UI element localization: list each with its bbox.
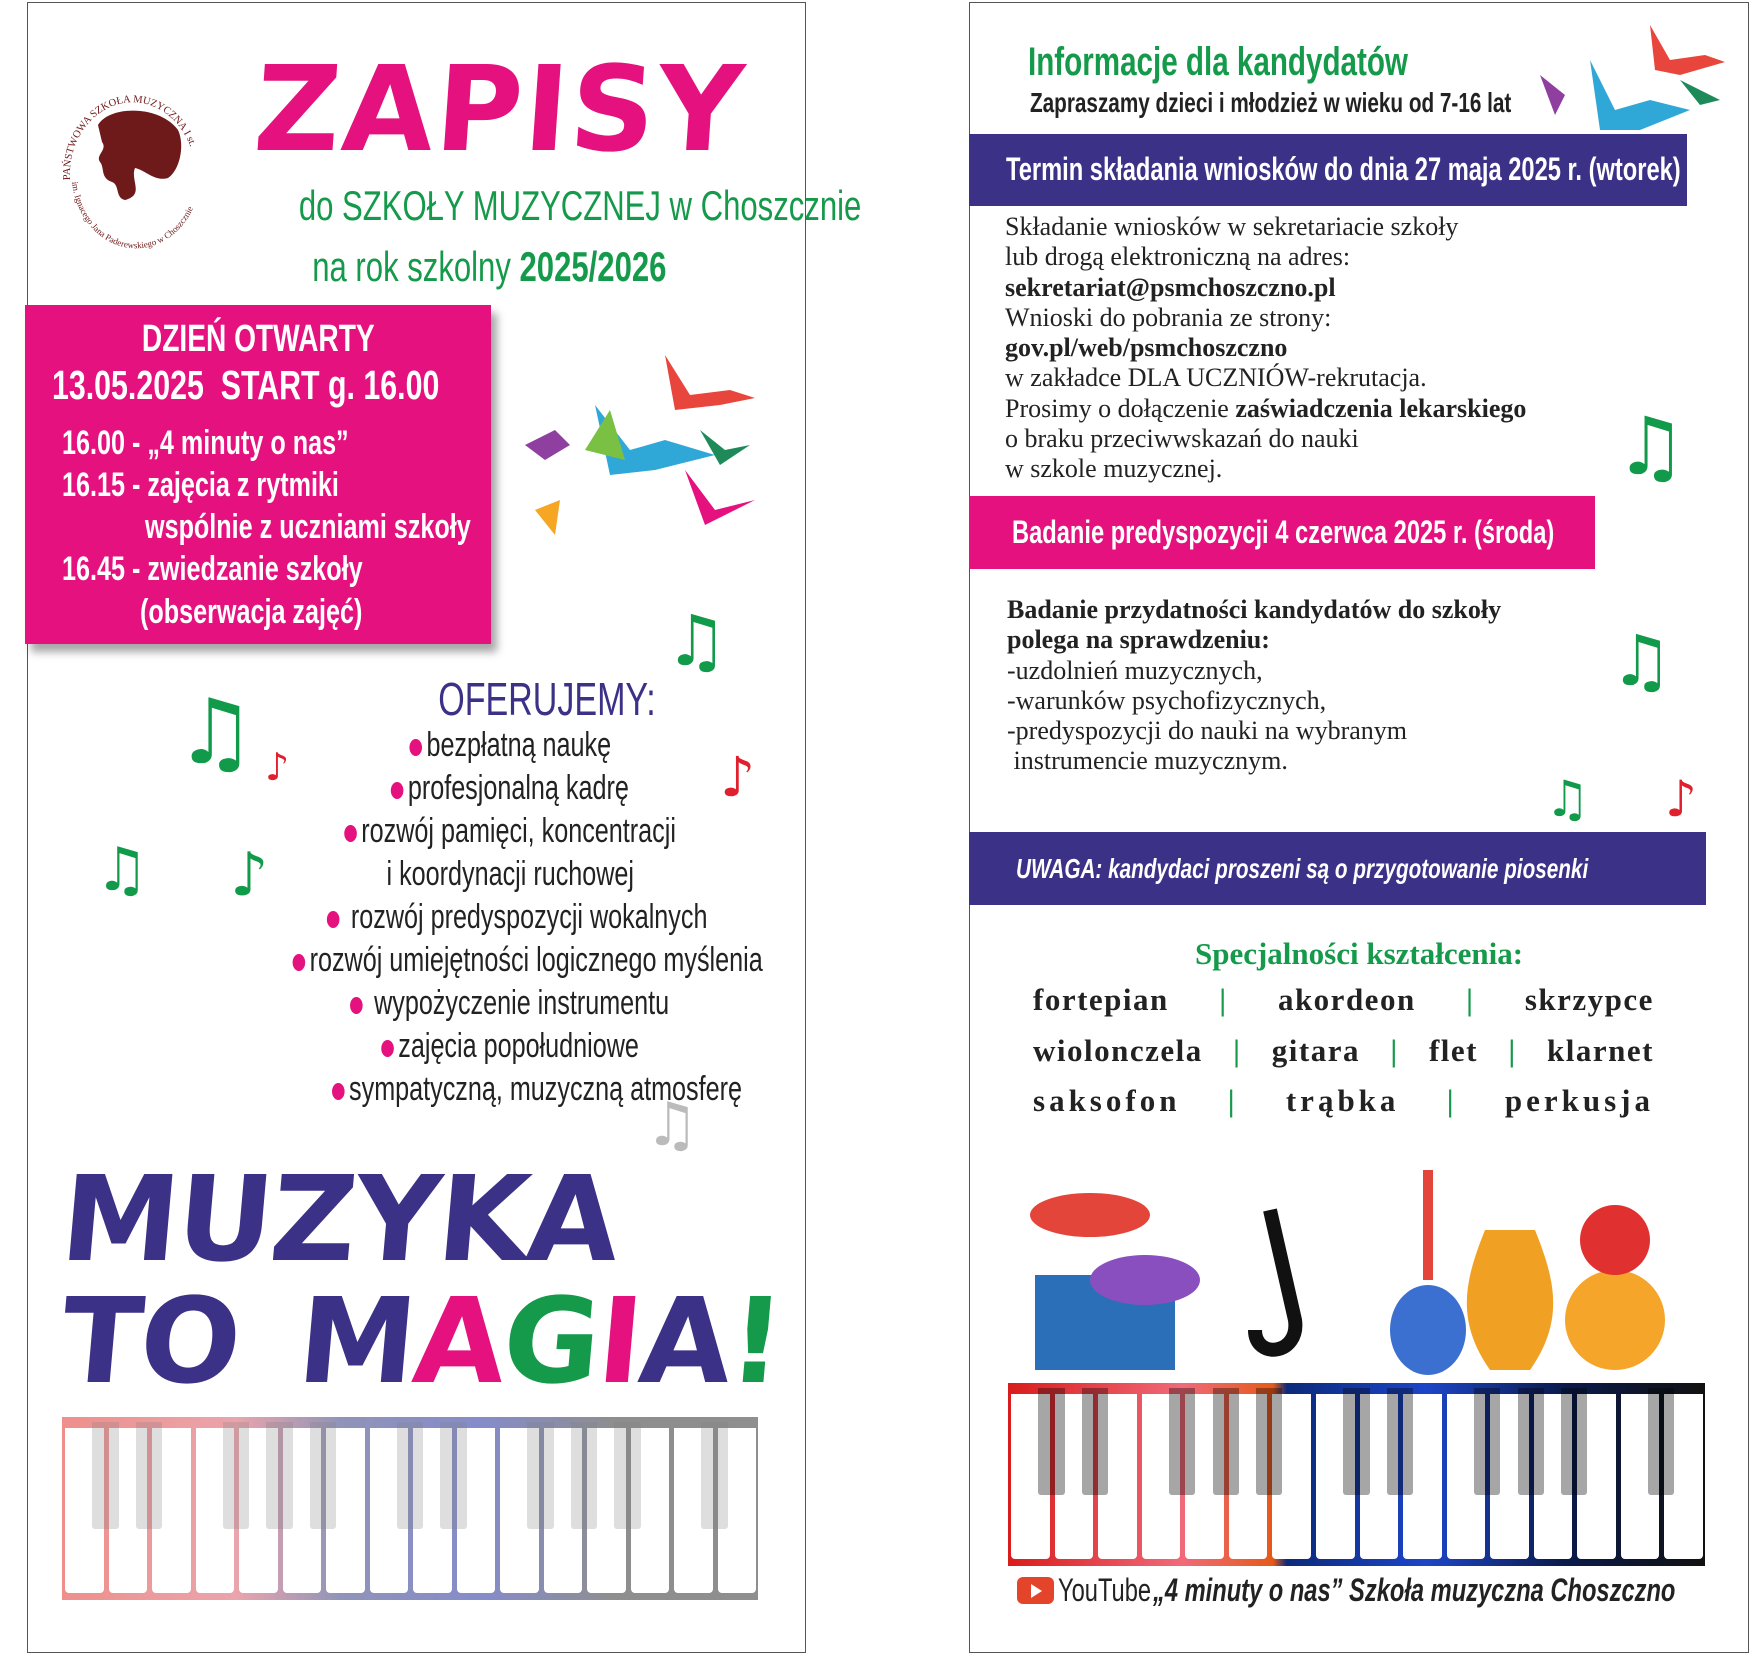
separator: | bbox=[1508, 1033, 1517, 1068]
music-note-icon: ♪ bbox=[265, 745, 290, 789]
specialty-item: wiolonczela bbox=[1033, 1033, 1203, 1068]
deadline-text: Termin składania wniosków do dnia 27 maja 2025 r. (wtorek) bbox=[1006, 151, 1681, 187]
piano-black-key bbox=[1343, 1388, 1369, 1494]
age-subheading: Zapraszamy dzieci i młodzież w wieku od 7-16 lat bbox=[1030, 87, 1512, 118]
music-note-icon: ♫ bbox=[1610, 620, 1673, 702]
piano-black-key bbox=[1082, 1388, 1108, 1494]
offer-item: i koordynacji ruchowej bbox=[386, 855, 634, 893]
youtube-play-icon bbox=[1017, 1577, 1054, 1604]
piano-black-key bbox=[1038, 1388, 1064, 1494]
subtitle-line2 bbox=[250, 243, 720, 291]
separator: | bbox=[1446, 1083, 1458, 1118]
bullet-dot-icon bbox=[409, 739, 422, 756]
specialties-row bbox=[1033, 982, 1654, 1018]
separator: | bbox=[1233, 1033, 1242, 1068]
cymbal-icon bbox=[1030, 1193, 1150, 1237]
specialties-row bbox=[1033, 1033, 1654, 1069]
bullet-dot-icon bbox=[332, 1083, 345, 1100]
separator: | bbox=[1219, 982, 1228, 1017]
website-link[interactable]: gov.pl/web/psmchoszczno bbox=[1005, 333, 1288, 363]
offer-item: profesjonalną kadrę bbox=[260, 769, 760, 808]
instruments-illustration bbox=[1025, 1170, 1685, 1380]
separator: | bbox=[1227, 1083, 1239, 1118]
music-note-icon: ♫ bbox=[645, 1090, 699, 1160]
schedule-item: 16.15 - zajęcia z rytmiki bbox=[62, 466, 339, 504]
bullet-dot-icon bbox=[381, 1040, 394, 1057]
info-heading: Informacje dla kandydatów bbox=[1028, 40, 1408, 84]
music-note-icon: ♫ bbox=[1545, 770, 1590, 828]
offer-item: bezpłatną naukę bbox=[260, 726, 760, 765]
piano-black-key bbox=[1387, 1388, 1413, 1494]
open-day-heading: DZIEŃ OTWARTY bbox=[141, 318, 375, 360]
piano-black-key bbox=[310, 1422, 336, 1528]
saxophone-icon bbox=[1255, 1210, 1295, 1350]
bullet-dot-icon bbox=[293, 954, 306, 971]
piano-black-key bbox=[136, 1422, 162, 1528]
school-year: 2025/2026 bbox=[519, 243, 667, 290]
submission-info: Składanie wniosków w sekretariacie szkoły lub drogą elektroniczną na adres: sekretariat@psmchoszczno.pl Wnioski do pobrania ze strony: gov.pl/web/psmchoszczno w zakładce DLA UCZNIÓW-rekrutacja. Prosimy o dołączenie zaświadczenia lekarskiego o braku przeciwwskazań do nauki w szkole muzycznej. bbox=[1005, 212, 1527, 484]
schedule-item: (obserwacja zajęć) bbox=[140, 593, 363, 631]
specialties-heading: Specjalności kształcenia: bbox=[1194, 936, 1524, 971]
music-note-icon: ♫ bbox=[665, 600, 728, 682]
open-day-date: 13.05.2025 START g. 16.00 bbox=[52, 362, 440, 408]
piano-black-key bbox=[397, 1422, 423, 1528]
music-note-icon: ♫ bbox=[1615, 400, 1687, 493]
bullet-dot-icon bbox=[350, 997, 363, 1014]
hummingbirds-illustration bbox=[515, 350, 775, 550]
piano-black-key bbox=[614, 1422, 640, 1528]
specialty-item: klarnet bbox=[1547, 1033, 1654, 1068]
piano-black-key bbox=[1256, 1388, 1282, 1494]
youtube-label: YouTube bbox=[1058, 1571, 1152, 1608]
offer-item: rozwój predyspozycji wokalnych bbox=[260, 898, 760, 937]
french-horn-icon bbox=[1565, 1270, 1665, 1370]
separator: | bbox=[1390, 1033, 1399, 1068]
guitar-icon bbox=[1423, 1170, 1433, 1280]
piano-black-key bbox=[92, 1422, 118, 1528]
offer-item: wypożyczenie instrumentu bbox=[260, 984, 760, 1023]
portrait-icon bbox=[98, 111, 181, 200]
schedule-item: 16.00 - „4 minuty o nas” bbox=[62, 424, 349, 462]
bullet-dot-icon bbox=[391, 782, 404, 799]
bullet-dot-icon bbox=[327, 911, 340, 928]
specialty-item: gitara bbox=[1271, 1033, 1360, 1068]
piano-black-key bbox=[266, 1422, 292, 1528]
school-logo bbox=[50, 70, 215, 250]
piano-keyboard-illustration bbox=[62, 1417, 758, 1600]
piano-keyboard-illustration bbox=[1008, 1383, 1705, 1566]
music-note-icon: ♪ bbox=[230, 840, 269, 910]
slogan-line1: MUZYKA bbox=[55, 1150, 624, 1288]
svg-text:PAŃSTWOWA SZKOŁA MUZYCZNA I st: PAŃSTWOWA SZKOŁA MUZYCZNA I st. bbox=[61, 94, 198, 181]
bullet-dot-icon bbox=[344, 825, 357, 842]
note-text: UWAGA: kandydaci proszeni są o przygotowanie piosenki bbox=[1016, 853, 1589, 884]
piano-black-key bbox=[440, 1422, 466, 1528]
offer-item: zajęcia popołudniowe bbox=[260, 1027, 760, 1066]
specialty-item: flet bbox=[1428, 1033, 1479, 1068]
offer-item: rozwój pamięci, koncentracji bbox=[260, 812, 760, 851]
svg-text:im. Ignacego Jana Paderewskieg: im. Ignacego Jana Paderewskiego w Choszcznie bbox=[70, 181, 195, 250]
specialty-item: akordeon bbox=[1277, 982, 1416, 1017]
music-note-icon: ♫ bbox=[175, 680, 256, 785]
hummingbirds-illustration bbox=[1530, 20, 1730, 150]
piano-black-key bbox=[1561, 1388, 1587, 1494]
piano-black-key bbox=[527, 1422, 553, 1528]
slogan-line2: TO MAGIA! bbox=[55, 1272, 788, 1410]
specialty-item: trąbka bbox=[1285, 1083, 1400, 1118]
schedule-item: wspólnie z uczniami szkoły bbox=[145, 508, 471, 546]
piano-black-key bbox=[1474, 1388, 1500, 1494]
offer-item: sympatyczną, muzyczną atmosferę bbox=[260, 1070, 760, 1109]
piano-black-key bbox=[1213, 1388, 1239, 1494]
specialty-item: saksofon bbox=[1033, 1083, 1181, 1118]
specialty-item: fortepian bbox=[1033, 982, 1169, 1017]
title-zapisy: ZAPISY bbox=[250, 40, 750, 178]
schedule-item: 16.45 - zwiedzanie szkoły bbox=[62, 550, 363, 588]
subtitle-line1: do SZKOŁY MUZYCZNEJ w Choszcznie bbox=[298, 182, 862, 229]
piano-black-key bbox=[223, 1422, 249, 1528]
music-note-icon: ♫ bbox=[95, 835, 149, 905]
piano-black-key bbox=[571, 1422, 597, 1528]
separator: | bbox=[1466, 982, 1475, 1017]
specialty-item: skrzypce bbox=[1524, 982, 1654, 1017]
piano-black-key bbox=[701, 1422, 727, 1528]
offer-heading: OFERUJEMY: bbox=[438, 673, 656, 725]
specialties-row bbox=[1033, 1083, 1654, 1119]
school-year-label: na rok szkolny bbox=[312, 243, 511, 290]
piano-black-key bbox=[1518, 1388, 1544, 1494]
email-link[interactable]: sekretariat@psmchoszczno.pl bbox=[1005, 272, 1336, 302]
music-note-icon: ♪ bbox=[1665, 770, 1697, 828]
piano-black-key bbox=[1648, 1388, 1674, 1494]
specialty-item: perkusja bbox=[1504, 1083, 1654, 1118]
offer-item: rozwój umiejętności logicznego myślenia bbox=[210, 941, 810, 980]
music-note-icon: ♪ bbox=[720, 745, 756, 809]
violin-icon bbox=[1467, 1230, 1553, 1370]
exam-text: Badanie predyspozycji 4 czerwca 2025 r. (środa) bbox=[1012, 514, 1555, 550]
youtube-channel-text: „4 minuty o nas” Szkoła muzyczna Choszczno bbox=[1153, 1571, 1676, 1608]
exam-info: Badanie przydatności kandydatów do szkoły polega na sprawdzeniu: -uzdolnień muzycznych, -warunków psychofizycznych, -predyspozycji do nauki na wybranym instrumencie muzycznym. bbox=[1007, 595, 1502, 776]
youtube-footer[interactable] bbox=[1017, 1572, 1755, 1608]
piano-black-key bbox=[1169, 1388, 1195, 1494]
